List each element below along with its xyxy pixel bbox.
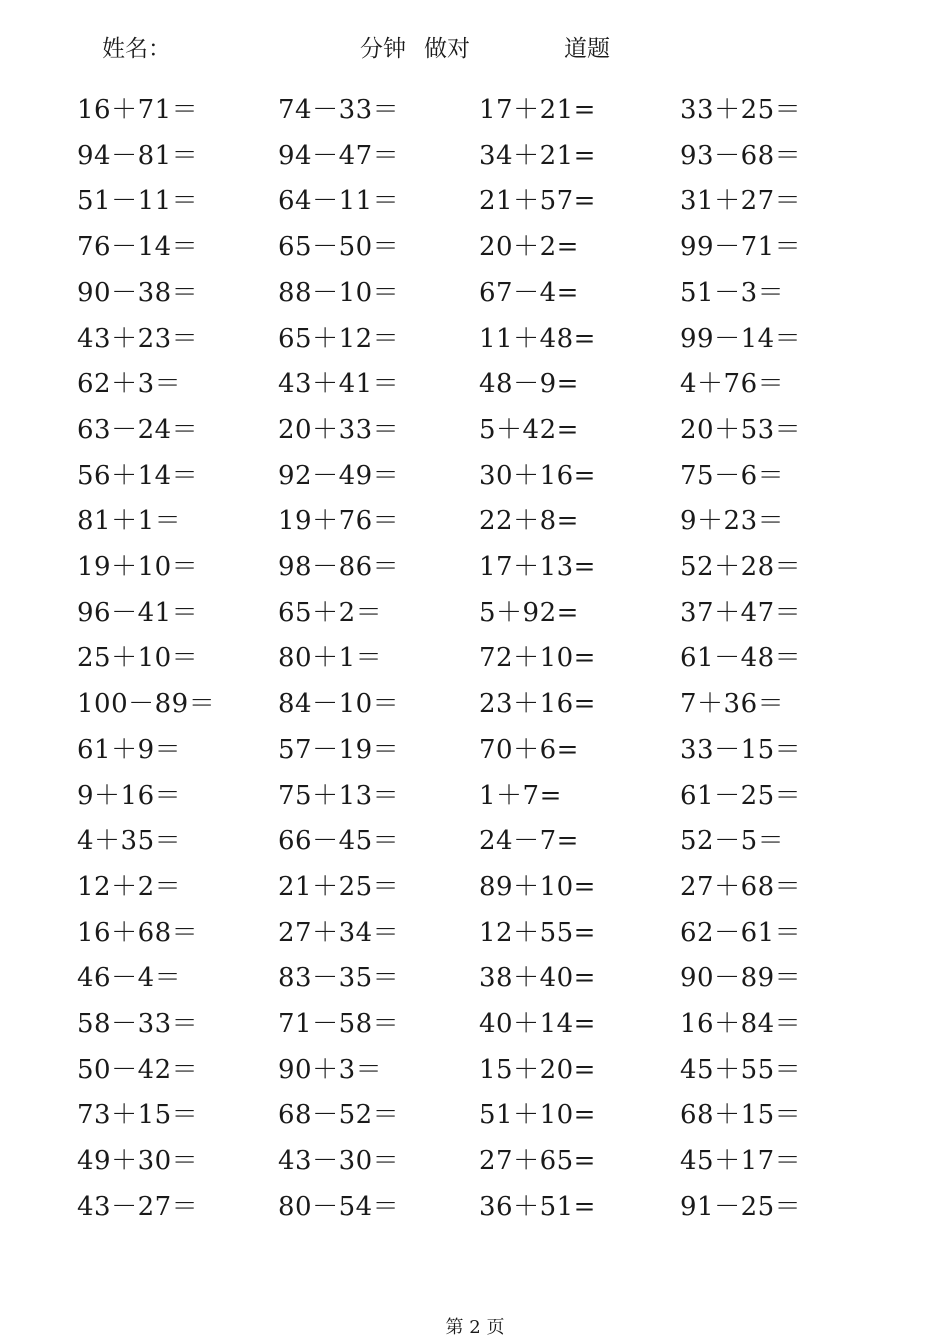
math-problem: 12＋55= <box>479 918 596 948</box>
math-problem: 62＋3＝ <box>77 369 182 399</box>
math-problem: 65＋2＝ <box>278 598 383 628</box>
worksheet-header <box>0 30 950 64</box>
math-problem: 21＋57= <box>479 186 596 216</box>
math-problem: 16＋68＝ <box>77 918 199 948</box>
math-problem: 80＋1＝ <box>278 643 383 673</box>
math-problem: 7＋36＝ <box>680 689 785 719</box>
math-problem: 92－49＝ <box>278 461 400 491</box>
math-problem: 20＋53＝ <box>680 415 802 445</box>
math-problem: 48－9= <box>479 369 579 399</box>
math-problem: 99－71＝ <box>680 232 802 262</box>
math-problem: 43＋23＝ <box>77 324 199 354</box>
math-problem: 5＋92= <box>479 598 579 628</box>
minutes-label: 分钟 <box>360 36 406 62</box>
math-problem: 27＋65= <box>479 1146 596 1176</box>
math-problem: 46－4＝ <box>77 963 182 993</box>
math-problem: 88－10＝ <box>278 278 400 308</box>
math-problem: 57－19＝ <box>278 735 400 765</box>
math-problem: 1＋7= <box>479 781 562 811</box>
math-problem: 30＋16= <box>479 461 596 491</box>
math-problem: 66－45＝ <box>278 826 400 856</box>
math-problem: 61－48＝ <box>680 643 802 673</box>
math-problem: 33－15＝ <box>680 735 802 765</box>
math-problem: 38＋40= <box>479 963 596 993</box>
math-problem: 27＋34＝ <box>278 918 400 948</box>
math-problem: 51－3＝ <box>680 278 785 308</box>
math-problem: 11＋48= <box>479 324 596 354</box>
math-problem: 93－68＝ <box>680 141 802 171</box>
math-problem: 50－42＝ <box>77 1055 199 1085</box>
math-problem: 20＋33＝ <box>278 415 400 445</box>
math-problem: 12＋2＝ <box>77 872 182 902</box>
math-problem: 4＋76＝ <box>680 369 785 399</box>
math-problem: 16＋84＝ <box>680 1009 802 1039</box>
math-problem: 17＋21= <box>479 95 596 125</box>
math-problem: 90－89＝ <box>680 963 802 993</box>
math-problem: 9＋23＝ <box>680 506 785 536</box>
math-problem: 73＋15＝ <box>77 1100 199 1130</box>
name-label: 姓名： <box>102 36 171 62</box>
math-problem: 84－10＝ <box>278 689 400 719</box>
math-problem: 80－54＝ <box>278 1192 400 1222</box>
math-problem: 9＋16＝ <box>77 781 182 811</box>
math-problem: 100－89＝ <box>77 689 216 719</box>
math-problem: 20＋2= <box>479 232 579 262</box>
math-problem: 61－25＝ <box>680 781 802 811</box>
math-problem: 40＋14= <box>479 1009 596 1039</box>
math-problem: 81＋1＝ <box>77 506 182 536</box>
math-problem: 90－38＝ <box>77 278 199 308</box>
math-problem: 70＋6= <box>479 735 579 765</box>
math-problem: 51＋10= <box>479 1100 596 1130</box>
math-problem: 25＋10＝ <box>77 643 199 673</box>
problems-label: 道题 <box>564 36 610 62</box>
math-problem: 49＋30＝ <box>77 1146 199 1176</box>
math-problem: 4＋35＝ <box>77 826 182 856</box>
math-problem: 27＋68＝ <box>680 872 802 902</box>
math-problem: 45＋17＝ <box>680 1146 802 1176</box>
math-problem: 65＋12＝ <box>278 324 400 354</box>
math-problem: 76－14＝ <box>77 232 199 262</box>
math-problem: 17＋13= <box>479 552 596 582</box>
correct-label: 做对 <box>424 36 470 62</box>
math-problem: 98－86＝ <box>278 552 400 582</box>
math-problem: 33＋25＝ <box>680 95 802 125</box>
math-problem: 16＋71＝ <box>77 95 199 125</box>
math-problem: 51－11＝ <box>77 186 199 216</box>
math-problem: 43＋41＝ <box>278 369 400 399</box>
math-problem: 75＋13＝ <box>278 781 400 811</box>
math-problem: 67－4= <box>479 278 579 308</box>
math-problem: 99－14＝ <box>680 324 802 354</box>
math-problem: 64－11＝ <box>278 186 400 216</box>
math-problem: 52＋28＝ <box>680 552 802 582</box>
math-problem: 90＋3＝ <box>278 1055 383 1085</box>
math-problem: 21＋25＝ <box>278 872 400 902</box>
math-problem: 68＋15＝ <box>680 1100 802 1130</box>
math-problem: 91－25＝ <box>680 1192 802 1222</box>
problem-grid <box>0 88 950 1228</box>
math-problem: 61＋9＝ <box>77 735 182 765</box>
math-problem: 19＋76＝ <box>278 506 400 536</box>
math-problem: 71－58＝ <box>278 1009 400 1039</box>
math-problem: 19＋10＝ <box>77 552 199 582</box>
math-problem: 65－50＝ <box>278 232 400 262</box>
math-problem: 52－5＝ <box>680 826 785 856</box>
math-problem: 31＋27＝ <box>680 186 802 216</box>
math-problem: 24－7= <box>479 826 579 856</box>
math-problem: 62－61＝ <box>680 918 802 948</box>
math-problem: 37＋47＝ <box>680 598 802 628</box>
math-problem: 72＋10= <box>479 643 596 673</box>
math-problem: 75－6＝ <box>680 461 785 491</box>
math-problem: 58－33＝ <box>77 1009 199 1039</box>
math-problem: 43－27＝ <box>77 1192 199 1222</box>
math-problem: 94－81＝ <box>77 141 199 171</box>
math-problem: 34＋21= <box>479 141 596 171</box>
math-problem: 96－41＝ <box>77 598 199 628</box>
math-problem: 56＋14＝ <box>77 461 199 491</box>
math-problem: 15＋20= <box>479 1055 596 1085</box>
math-problem: 74－33＝ <box>278 95 400 125</box>
page-number: 第 2 页 <box>445 1317 505 1338</box>
math-problem: 5＋42= <box>479 415 579 445</box>
math-problem: 68－52＝ <box>278 1100 400 1130</box>
math-problem: 63－24＝ <box>77 415 199 445</box>
math-problem: 36＋51= <box>479 1192 596 1222</box>
math-problem: 45＋55＝ <box>680 1055 802 1085</box>
math-problem: 23＋16= <box>479 689 596 719</box>
math-problem: 83－35＝ <box>278 963 400 993</box>
math-problem: 43－30＝ <box>278 1146 400 1176</box>
math-problem: 94－47＝ <box>278 141 400 171</box>
math-problem: 22＋8= <box>479 506 579 536</box>
math-problem: 89＋10= <box>479 872 596 902</box>
